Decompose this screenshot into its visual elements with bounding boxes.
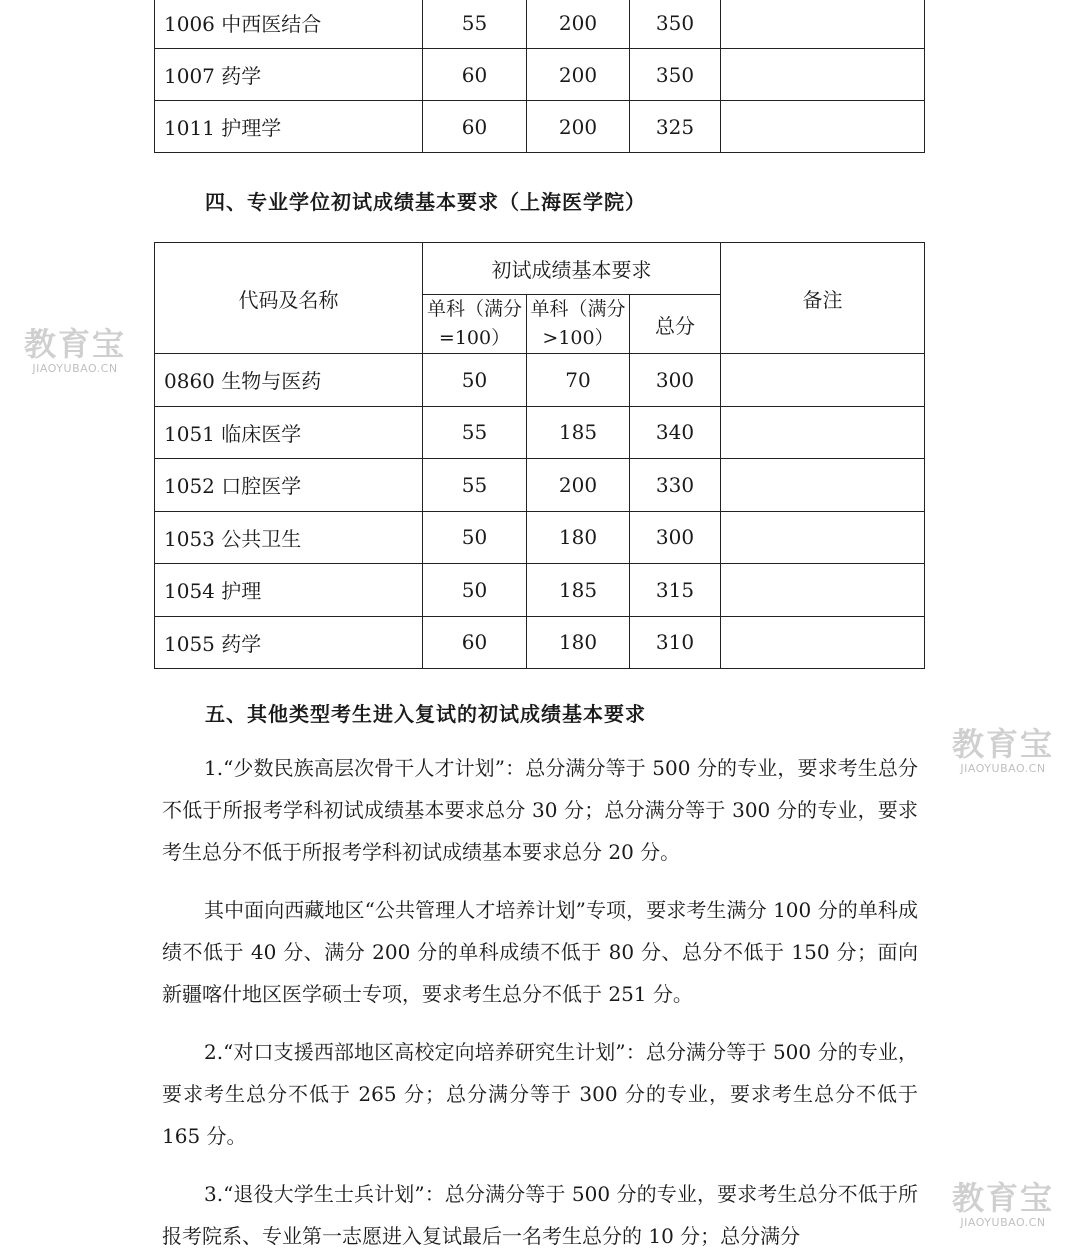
watermark-url: JIAOYUBAO.CN <box>960 762 1046 775</box>
single100-cell: 55 <box>423 0 527 49</box>
single100-cell: 60 <box>423 49 527 101</box>
paragraph: 3.“退役大学生士兵计划”：总分满分等于 500 分的专业，要求考生总分不低于所报考院系、专业第一志愿进入复试最后一名考生总分的 10 分；总分满分 <box>162 1182 918 1248</box>
single-gt100-cell: 185 <box>527 564 630 617</box>
professional-degree-score-table <box>154 242 925 669</box>
code-name-cell: 1011 护理学 <box>155 101 423 153</box>
table-row <box>155 354 925 407</box>
table-row <box>155 616 925 669</box>
table-row <box>155 49 925 101</box>
header-requirements: 初试成绩基本要求 <box>423 243 721 295</box>
total-cell: 330 <box>630 459 721 512</box>
watermark-logo <box>942 1180 1064 1229</box>
note-cell <box>721 0 925 49</box>
single100-cell: 50 <box>423 511 527 564</box>
single100-cell: 55 <box>423 459 527 512</box>
single-gt100-cell: 70 <box>527 354 630 407</box>
single-gt100-cell: 180 <box>527 511 630 564</box>
total-cell: 300 <box>630 511 721 564</box>
single-gt100-cell: 180 <box>527 616 630 669</box>
code-name-cell: 1054 护理 <box>155 564 423 617</box>
watermark-logo <box>942 726 1064 775</box>
watermark-text: 教育宝 <box>951 725 1054 763</box>
note-cell <box>721 354 925 407</box>
single100-cell: 55 <box>423 406 527 459</box>
header-total: 总分 <box>630 295 721 354</box>
total-cell: 300 <box>630 354 721 407</box>
total-cell: 350 <box>630 49 721 101</box>
single100-cell: 50 <box>423 564 527 617</box>
single-gt100-cell: 200 <box>527 0 630 49</box>
header-single100: 单科（满分=100） <box>423 295 527 354</box>
table-row <box>155 0 925 49</box>
paragraph: 其中面向西藏地区“公共管理人才培养计划”专项，要求考生满分 100 分的单科成绩不低于 40 分、满分 200 分的单科成绩不低于 80 分、总分不低于 150 分；面向新疆喀什地区医学硕士专项，要求考生总分不低于 251 分。 <box>162 898 918 1006</box>
total-cell: 315 <box>630 564 721 617</box>
header-single-gt100: 单科（满分>100） <box>527 295 630 354</box>
table-row <box>155 511 925 564</box>
note-cell <box>721 511 925 564</box>
section4-heading: 四、专业学位初试成绩基本要求（上海医学院） <box>205 190 646 214</box>
table-header-row <box>155 243 925 295</box>
single-gt100-cell: 200 <box>527 459 630 512</box>
note-cell <box>721 616 925 669</box>
header-note: 备注 <box>721 243 925 354</box>
single100-cell: 60 <box>423 616 527 669</box>
table-row <box>155 101 925 153</box>
total-cell: 325 <box>630 101 721 153</box>
total-cell: 340 <box>630 406 721 459</box>
code-name-cell: 0860 生物与医药 <box>155 354 423 407</box>
note-cell <box>721 459 925 512</box>
code-name-cell: 1007 药学 <box>155 49 423 101</box>
code-name-cell: 1006 中西医结合 <box>155 0 423 49</box>
note-cell <box>721 49 925 101</box>
table-row <box>155 406 925 459</box>
single100-cell: 60 <box>423 101 527 153</box>
note-cell <box>721 101 925 153</box>
paragraph: 2.“对口支援西部地区高校定向培养研究生计划”：总分满分等于 500 分的专业，要求考生总分不低于 265 分；总分满分等于 300 分的专业，要求考生总分不低于 165 分。 <box>162 1040 918 1148</box>
table-row <box>155 459 925 512</box>
note-cell <box>721 406 925 459</box>
watermark-text: 教育宝 <box>951 1179 1054 1217</box>
header-code-name: 代码及名称 <box>155 243 423 354</box>
watermark-url: JIAOYUBAO.CN <box>32 362 118 375</box>
single100-cell: 50 <box>423 354 527 407</box>
code-name-cell: 1052 口腔医学 <box>155 459 423 512</box>
single-gt100-cell: 185 <box>527 406 630 459</box>
watermark-logo <box>14 326 136 375</box>
code-name-cell: 1051 临床医学 <box>155 406 423 459</box>
top-score-table <box>154 0 925 153</box>
code-name-cell: 1053 公共卫生 <box>155 511 423 564</box>
code-name-cell: 1055 药学 <box>155 616 423 669</box>
single-gt100-cell: 200 <box>527 49 630 101</box>
watermark-text: 教育宝 <box>23 325 126 363</box>
single-gt100-cell: 200 <box>527 101 630 153</box>
table-row <box>155 564 925 617</box>
section5-heading: 五、其他类型考生进入复试的初试成绩基本要求 <box>205 702 646 726</box>
watermark-url: JIAOYUBAO.CN <box>960 1216 1046 1229</box>
total-cell: 310 <box>630 616 721 669</box>
paragraph: 1.“少数民族高层次骨干人才计划”：总分满分等于 500 分的专业，要求考生总分不低于所报考学科初试成绩基本要求总分 30 分；总分满分等于 300 分的专业，要求考生总分不低于所报考学科初试成绩基本要求总分 20 分。 <box>162 756 918 864</box>
total-cell: 350 <box>630 0 721 49</box>
note-cell <box>721 564 925 617</box>
